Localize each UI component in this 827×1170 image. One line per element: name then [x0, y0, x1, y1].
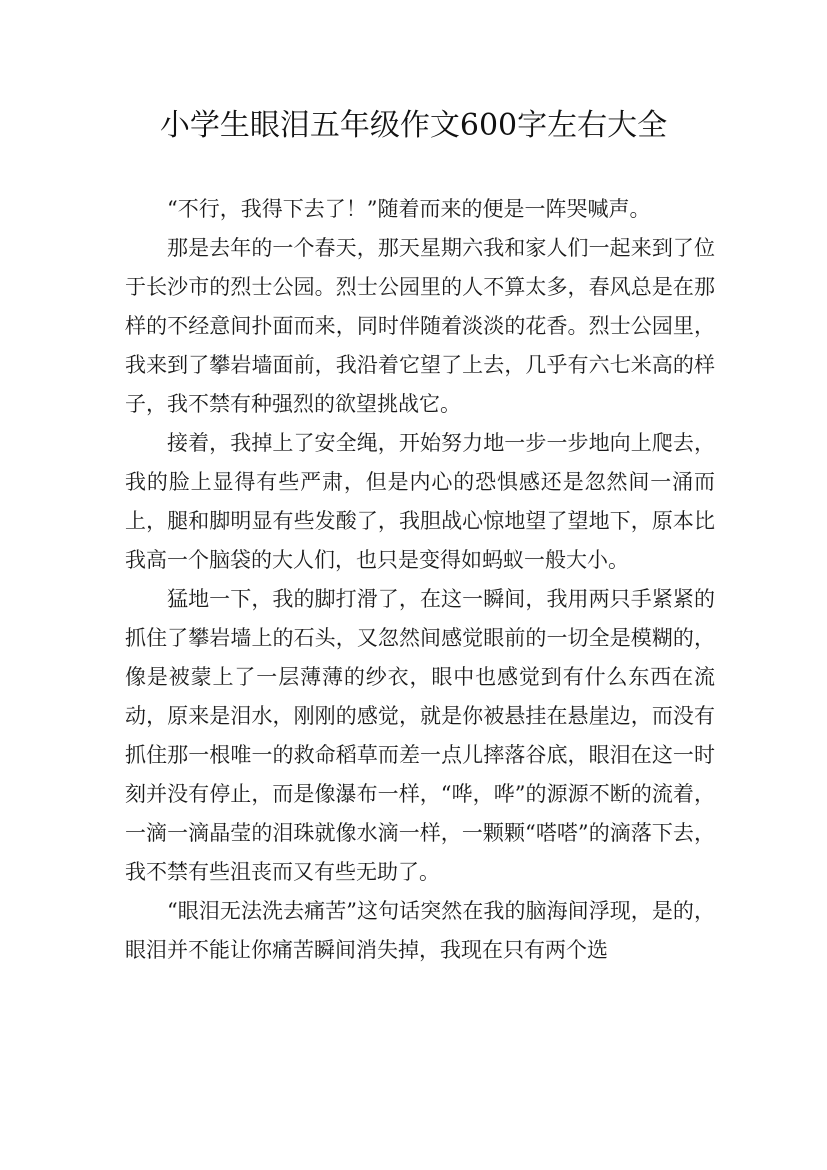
paragraph-2: 那是去年的一个春天，那天星期六我和家人们一起来到了位于长沙市的烈士公园。烈士公园里的人不算太多，春风总是在那样的不经意间扑面而来，同时伴随着淡淡的花香。烈士公园里，我来到了攀岩墙面前，我沿着它望了上去，几乎有六七米高的样子，我不禁有种强烈的欲望挑战它。: [125, 236, 715, 416]
paragraph-5: “眼泪无法洗去痛苦”这句话突然在我的脑海间浮现，是的，眼泪并不能让你痛苦瞬间消失掉，我现在只有两个选: [125, 899, 715, 962]
paragraph-4: 猛地一下，我的脚打滑了，在这一瞬间，我用两只手紧紧的抓住了攀岩墙上的石头，又忽然间感觉眼前的一切全是模糊的，像是被蒙上了一层薄薄的纱衣，眼中也感觉到有什么东西在流动，原来是泪水，刚刚的感觉，就是你被悬挂在悬崖边，而没有抓住那一根唯一的救命稻草而差一点儿摔落谷底，眼泪在这一时刻并没有停止，而是像瀑布一样，“哗，哗”的源源不断的流着，一滴一滴晶莹的泪珠就像水滴一样，一颗颗“嗒嗒”的滴落下去，我不禁有些沮丧而又有些无助了。: [125, 587, 715, 884]
document-body: [125, 190, 715, 970]
paragraph-3: 接着，我掉上了安全绳，开始努力地一步一步地向上爬去，我的脸上显得有些严肃，但是内心的恐惧感还是忽然间一涌而上，腿和脚明显有些发酸了，我胆战心惊地望了望地下，原本比我高一个脑袋的大人们，也只是变得如蚂蚁一般大小。: [125, 431, 715, 572]
paragraph-1: “不行，我得下去了！”随着而来的便是一阵哭喊声。: [167, 197, 651, 221]
document-title: 小学生眼泪五年级作文600字左右大全: [159, 108, 668, 143]
